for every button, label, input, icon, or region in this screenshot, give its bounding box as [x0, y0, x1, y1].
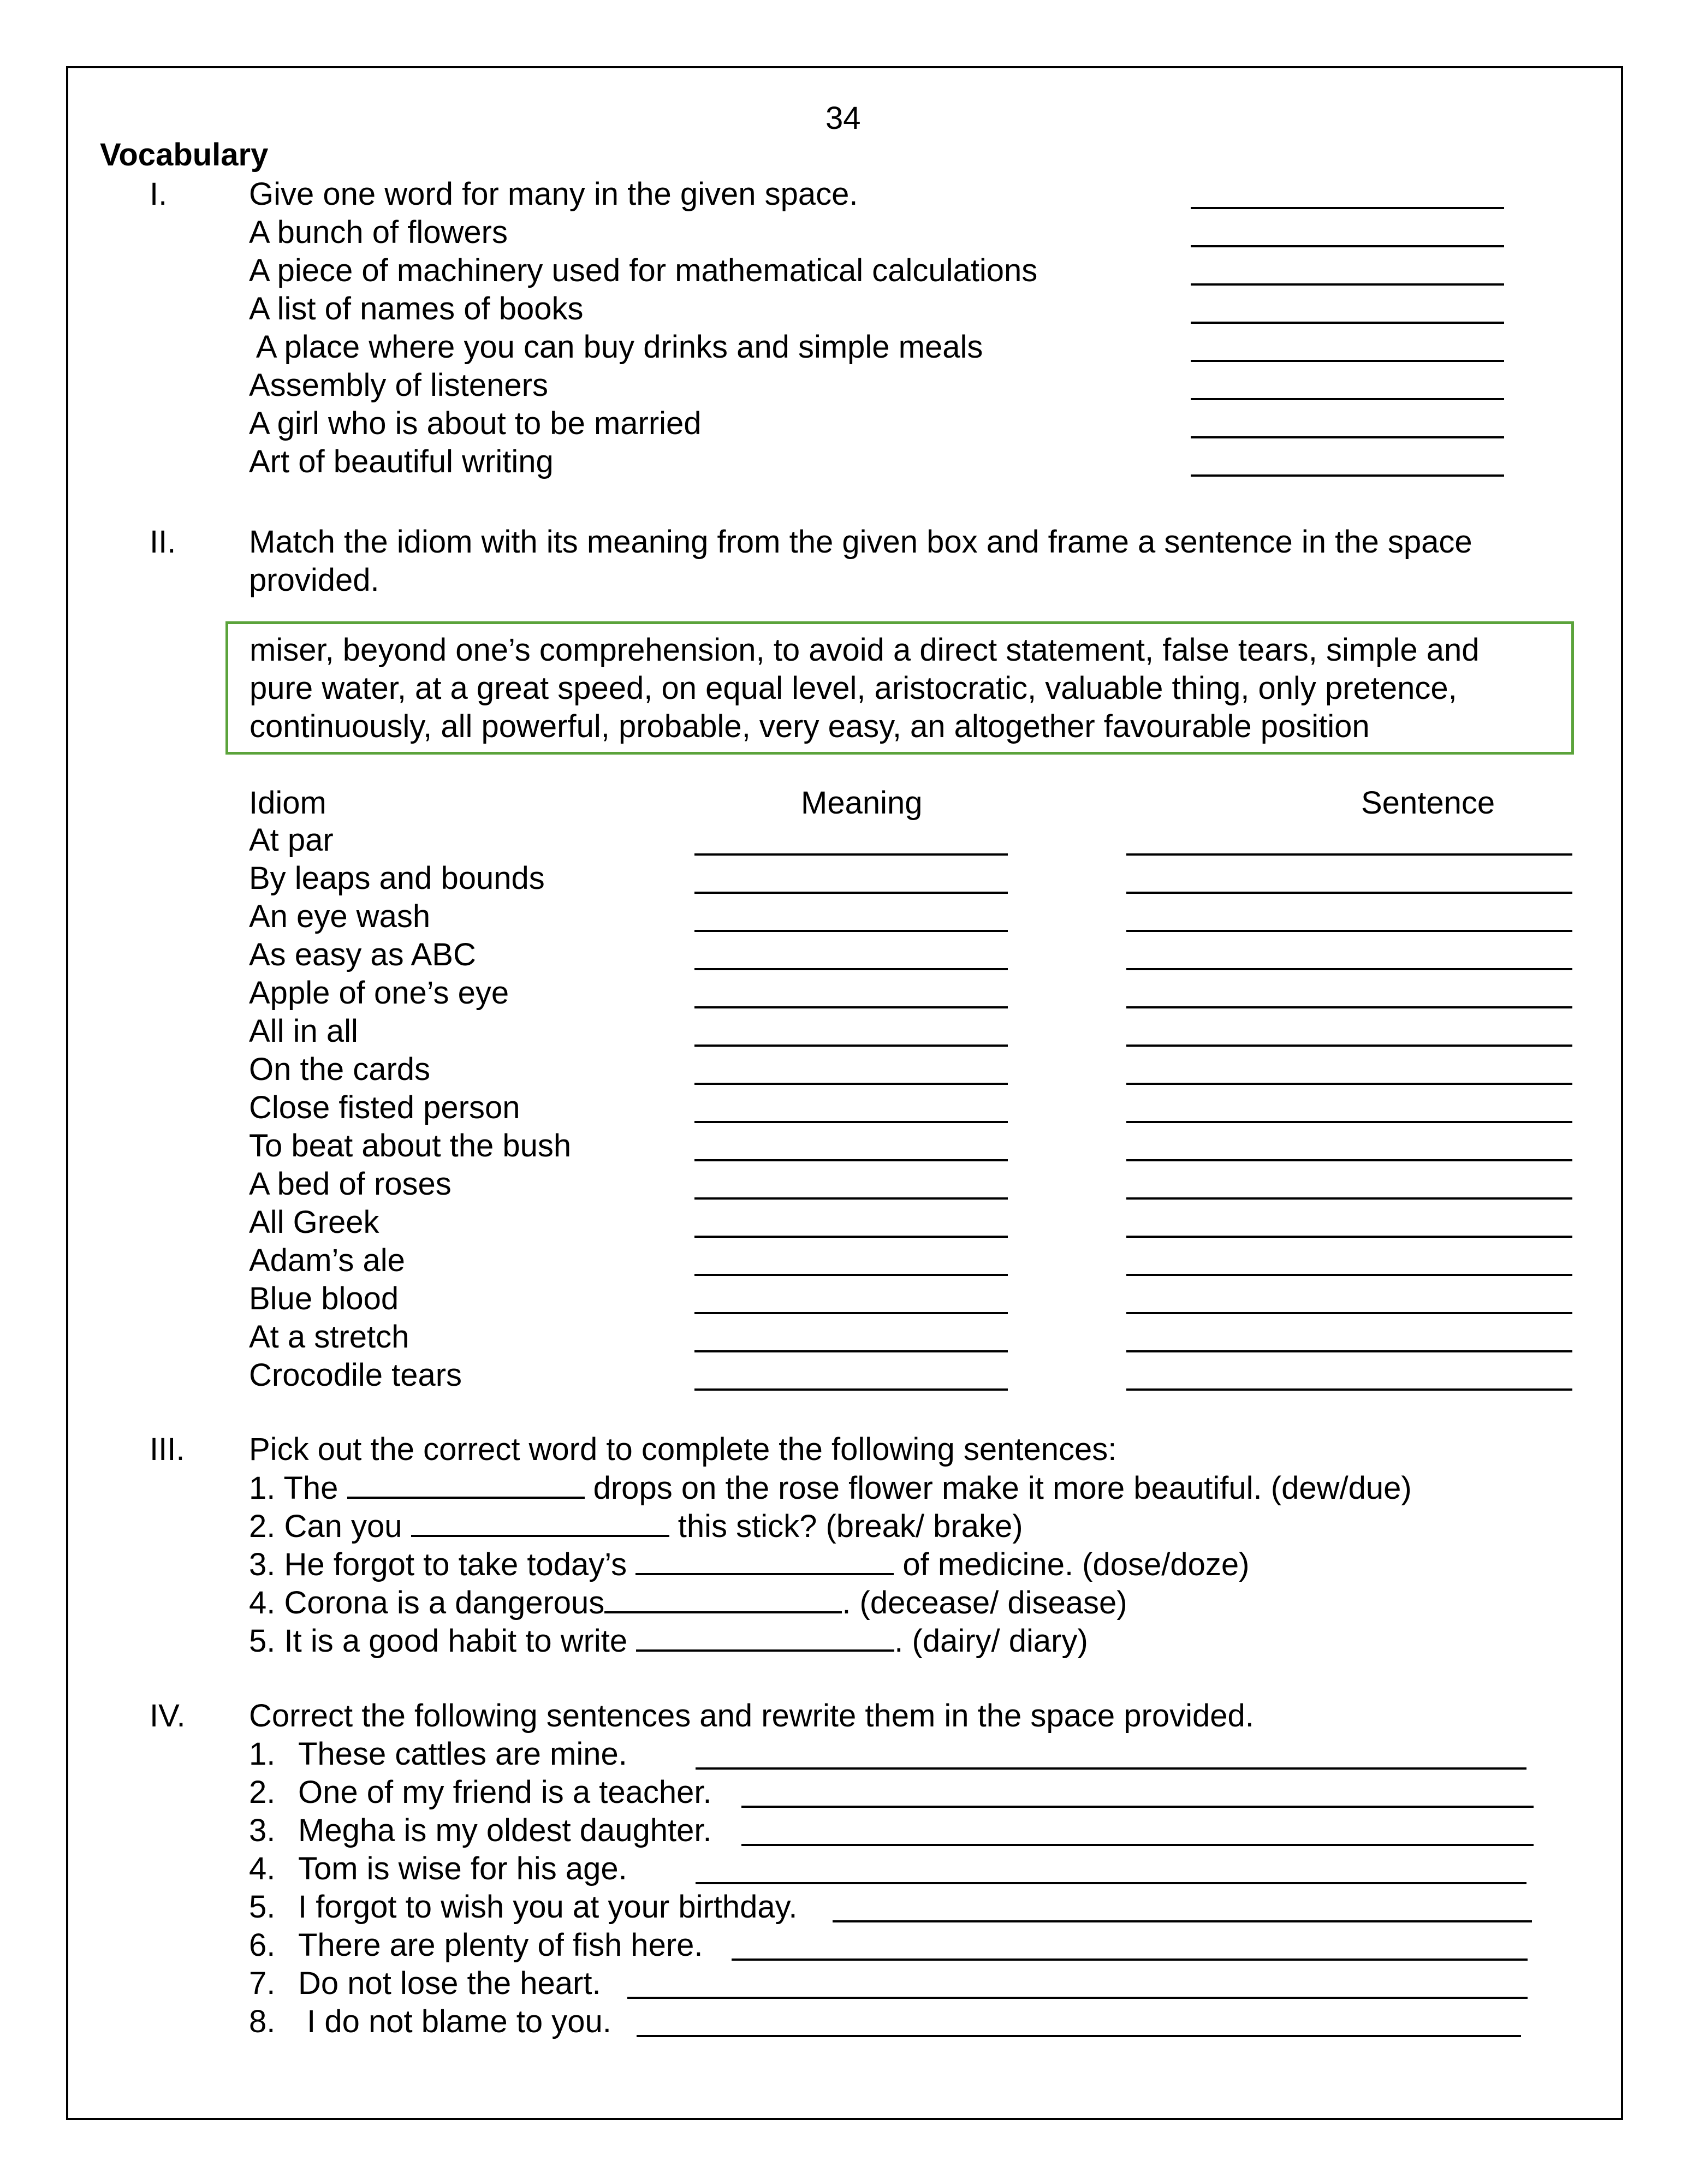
fill-blank[interactable]	[411, 1508, 669, 1537]
word-box-line: continuously, all powerful, probable, very easy, an altogether favourable position	[250, 709, 1370, 744]
incorrect-sentence: Megha is my oldest daughter.	[298, 1813, 712, 1848]
meaning-blank[interactable]	[694, 1159, 1008, 1161]
section-instruction: Give one word for many in the given space.	[249, 176, 858, 212]
rewrite-blank[interactable]	[732, 1959, 1528, 1961]
column-header-meaning: Meaning	[801, 785, 923, 821]
idiom-text: By leaps and bounds	[249, 860, 545, 896]
sentence-start: 2. Can you	[249, 1509, 411, 1544]
idiom-text: Crocodile tears	[249, 1357, 462, 1393]
sentence-start: 3. He forgot to take today’s	[249, 1547, 636, 1582]
item-number: 2.	[249, 1775, 276, 1810]
answer-blank[interactable]	[1191, 436, 1504, 438]
meaning-blank[interactable]	[694, 1121, 1008, 1123]
rewrite-blank[interactable]	[627, 1997, 1528, 1999]
page-heading: Vocabulary	[100, 137, 269, 173]
fill-blank[interactable]	[636, 1622, 894, 1652]
meaning-blank[interactable]	[694, 1350, 1008, 1352]
answer-blank[interactable]	[1191, 322, 1504, 324]
meaning-blank[interactable]	[694, 853, 1008, 856]
idiom-text: On the cards	[249, 1052, 431, 1087]
sentence-blank[interactable]	[1126, 1083, 1572, 1085]
answer-blank[interactable]	[1191, 474, 1504, 477]
incorrect-sentence: I forgot to wish you at your birthday.	[298, 1889, 798, 1925]
answer-blank[interactable]	[1191, 245, 1504, 247]
sentence-end: this stick? (break/ brake)	[669, 1509, 1023, 1544]
incorrect-sentence: Do not lose the heart.	[298, 1966, 601, 2001]
meaning-blank[interactable]	[694, 930, 1008, 932]
definition-item: Art of beautiful writing	[249, 444, 554, 479]
idiom-text: Apple of one’s eye	[249, 975, 509, 1011]
section-instruction: Pick out the correct word to complete the following sentences:	[249, 1432, 1117, 1467]
section-numeral: III.	[150, 1432, 185, 1467]
rewrite-blank[interactable]	[637, 2035, 1521, 2037]
sentence-start: 4. Corona is a dangerous	[249, 1585, 605, 1621]
sentence-blank[interactable]	[1126, 1121, 1572, 1123]
answer-blank[interactable]	[1191, 283, 1504, 286]
section-numeral: II.	[150, 524, 176, 560]
sentence-blank[interactable]	[1126, 853, 1572, 856]
answer-blank[interactable]	[1191, 360, 1504, 362]
sentence-blank[interactable]	[1126, 1044, 1572, 1047]
item-number: 4.	[249, 1851, 276, 1886]
fill-blank-sentence	[249, 1508, 1023, 1546]
meaning-blank[interactable]	[694, 1083, 1008, 1085]
idiom-text: As easy as ABC	[249, 937, 476, 972]
meaning-blank[interactable]	[694, 1197, 1008, 1200]
fill-blank[interactable]	[347, 1469, 585, 1499]
idiom-text: Blue blood	[249, 1281, 399, 1316]
definition-item: A bunch of flowers	[249, 215, 508, 250]
answer-blank[interactable]	[1191, 207, 1504, 209]
meaning-blank[interactable]	[694, 1312, 1008, 1314]
sentence-start: 1. The	[249, 1470, 347, 1506]
fill-blank[interactable]	[635, 1546, 894, 1575]
item-number: 6.	[249, 1927, 276, 1963]
idiom-text: A bed of roses	[249, 1166, 452, 1202]
meaning-blank[interactable]	[694, 892, 1008, 894]
sentence-blank[interactable]	[1126, 1236, 1572, 1238]
idiom-text: All Greek	[249, 1204, 379, 1240]
definition-item: Assembly of listeners	[249, 367, 548, 403]
definition-item: A piece of machinery used for mathematical calculations	[249, 253, 1038, 288]
sentence-blank[interactable]	[1126, 1159, 1572, 1161]
section-instruction: Correct the following sentences and rewrite them in the space provided.	[249, 1698, 1254, 1734]
idiom-text: At par	[249, 822, 334, 858]
incorrect-sentence: I do not blame to you.	[298, 2004, 611, 2039]
section-numeral: IV.	[150, 1698, 186, 1734]
sentence-blank[interactable]	[1126, 1388, 1572, 1391]
meaning-blank[interactable]	[694, 1388, 1008, 1391]
rewrite-blank[interactable]	[833, 1920, 1532, 1922]
sentence-blank[interactable]	[1126, 1197, 1572, 1200]
sentence-end: drops on the rose flower make it more beautiful. (dew/due)	[584, 1470, 1412, 1506]
sentence-blank[interactable]	[1126, 1006, 1572, 1008]
item-number: 5.	[249, 1889, 276, 1925]
item-number: 8.	[249, 2004, 276, 2039]
sentence-blank[interactable]	[1126, 968, 1572, 970]
fill-blank-sentence	[249, 1469, 1412, 1508]
sentence-blank[interactable]	[1126, 1312, 1572, 1314]
meaning-blank[interactable]	[694, 1006, 1008, 1008]
idiom-text: All in all	[249, 1013, 358, 1049]
sentence-blank[interactable]	[1126, 1350, 1572, 1352]
meaning-blank[interactable]	[694, 1044, 1008, 1047]
page-number: 34	[825, 100, 861, 136]
incorrect-sentence: These cattles are mine.	[298, 1736, 627, 1772]
sentence-blank[interactable]	[1126, 892, 1572, 894]
item-number: 3.	[249, 1813, 276, 1848]
column-header-sentence: Sentence	[1361, 785, 1495, 821]
section-instruction: Match the idiom with its meaning from the given box and frame a sentence in the space	[249, 524, 1472, 560]
section-numeral: I.	[150, 176, 168, 212]
idiom-text: Adam’s ale	[249, 1243, 405, 1278]
fill-blank-sentence	[249, 1584, 1127, 1622]
rewrite-blank[interactable]	[696, 1767, 1526, 1770]
meaning-blank[interactable]	[694, 1274, 1008, 1276]
idiom-text: To beat about the bush	[249, 1128, 572, 1164]
rewrite-blank[interactable]	[741, 1806, 1534, 1808]
idiom-text: At a stretch	[249, 1319, 409, 1355]
sentence-blank[interactable]	[1126, 930, 1572, 932]
idiom-text: An eye wash	[249, 899, 431, 934]
sentence-end: of medicine. (dose/doze)	[894, 1547, 1250, 1582]
fill-blank-sentence	[249, 1546, 1249, 1584]
meaning-blank[interactable]	[694, 968, 1008, 970]
word-box-line: miser, beyond one’s comprehension, to avoid a direct statement, false tears, simple and	[250, 632, 1480, 668]
incorrect-sentence: One of my friend is a teacher.	[298, 1775, 712, 1810]
definition-item: A girl who is about to be married	[249, 406, 702, 441]
incorrect-sentence: Tom is wise for his age.	[298, 1851, 627, 1886]
incorrect-sentence: There are plenty of fish here.	[298, 1927, 703, 1963]
definition-item: A place where you can buy drinks and simple meals	[249, 329, 983, 365]
definition-item: A list of names of books	[249, 291, 584, 327]
sentence-start: 5. It is a good habit to write	[249, 1623, 637, 1659]
rewrite-blank[interactable]	[741, 1844, 1534, 1846]
rewrite-blank[interactable]	[696, 1882, 1526, 1884]
item-number: 1.	[249, 1736, 276, 1772]
fill-blank[interactable]	[604, 1584, 842, 1613]
item-number: 7.	[249, 1966, 276, 2001]
word-box-line: pure water, at a great speed, on equal level, aristocratic, valuable thing, only pretence,	[250, 670, 1457, 706]
column-header-idiom: Idiom	[249, 785, 326, 821]
sentence-end: . (decease/ disease)	[842, 1585, 1127, 1621]
meaning-blank[interactable]	[694, 1236, 1008, 1238]
idiom-text: Close fisted person	[249, 1090, 520, 1125]
answer-blank[interactable]	[1191, 398, 1504, 400]
sentence-blank[interactable]	[1126, 1274, 1572, 1276]
sentence-end: . (dairy/ diary)	[894, 1623, 1088, 1659]
fill-blank-sentence	[249, 1622, 1088, 1660]
section-instruction-continued: provided.	[249, 562, 379, 598]
